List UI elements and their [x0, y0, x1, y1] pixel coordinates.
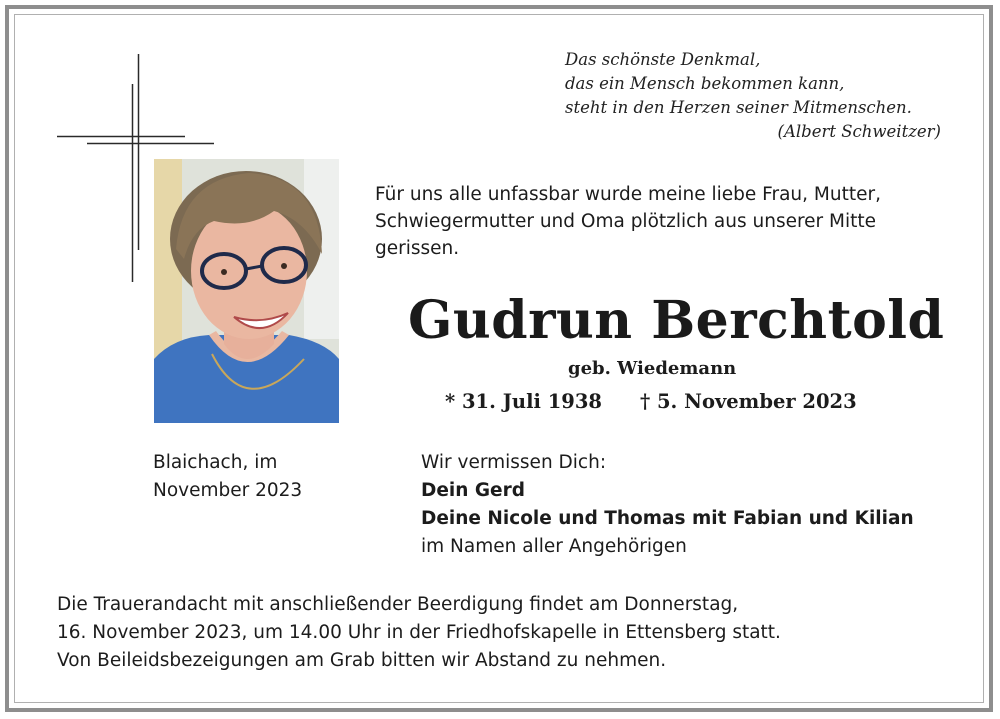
- notice-line: 16. November 2023, um 14.00 Uhr in der Friedhofskapelle in Ettensberg statt.: [57, 622, 781, 643]
- family-closing: im Namen aller Angehörigen: [421, 536, 687, 557]
- intro-text: [375, 181, 955, 262]
- maiden-name: geb. Wiedemann: [568, 358, 737, 379]
- family-intro: Wir vermissen Dich:: [421, 452, 607, 473]
- death-date: † 5. November 2023: [639, 390, 857, 413]
- family-name: Dein Gerd: [421, 480, 525, 501]
- place-date: [153, 449, 302, 505]
- funeral-notice: [57, 591, 781, 675]
- notice-line: Von Beileidsbezeigungen am Grab bitten wir Abstand zu nehmen.: [57, 650, 667, 671]
- quote-line: steht in den Herzen seiner Mitmenschen.: [565, 98, 912, 117]
- life-dates: [445, 390, 857, 413]
- family-signature: [421, 449, 914, 561]
- family-name: Deine Nicole und Thomas mit Fabian und Kilian: [421, 508, 914, 529]
- deceased-name: Gudrun Berchtold: [408, 290, 945, 351]
- intro-line: Schwiegermutter und Oma plötzlich aus unserer Mitte: [375, 211, 877, 232]
- quote-author: (Albert Schweitzer): [777, 122, 941, 141]
- quote-block: [565, 48, 941, 144]
- portrait-photo: [154, 159, 339, 423]
- notice-line: Die Trauerandacht mit anschließender Beerdigung findet am Donnerstag,: [57, 594, 739, 615]
- quote-line: Das schönste Denkmal,: [565, 50, 761, 69]
- place-line: Blaichach, im: [153, 452, 278, 473]
- intro-line: Für uns alle unfassbar wurde meine liebe Frau, Mutter,: [375, 184, 881, 205]
- intro-line: gerissen.: [375, 238, 460, 259]
- birth-date: * 31. Juli 1938: [445, 390, 602, 413]
- date-line: November 2023: [153, 480, 303, 501]
- quote-line: das ein Mensch bekommen kann,: [565, 74, 845, 93]
